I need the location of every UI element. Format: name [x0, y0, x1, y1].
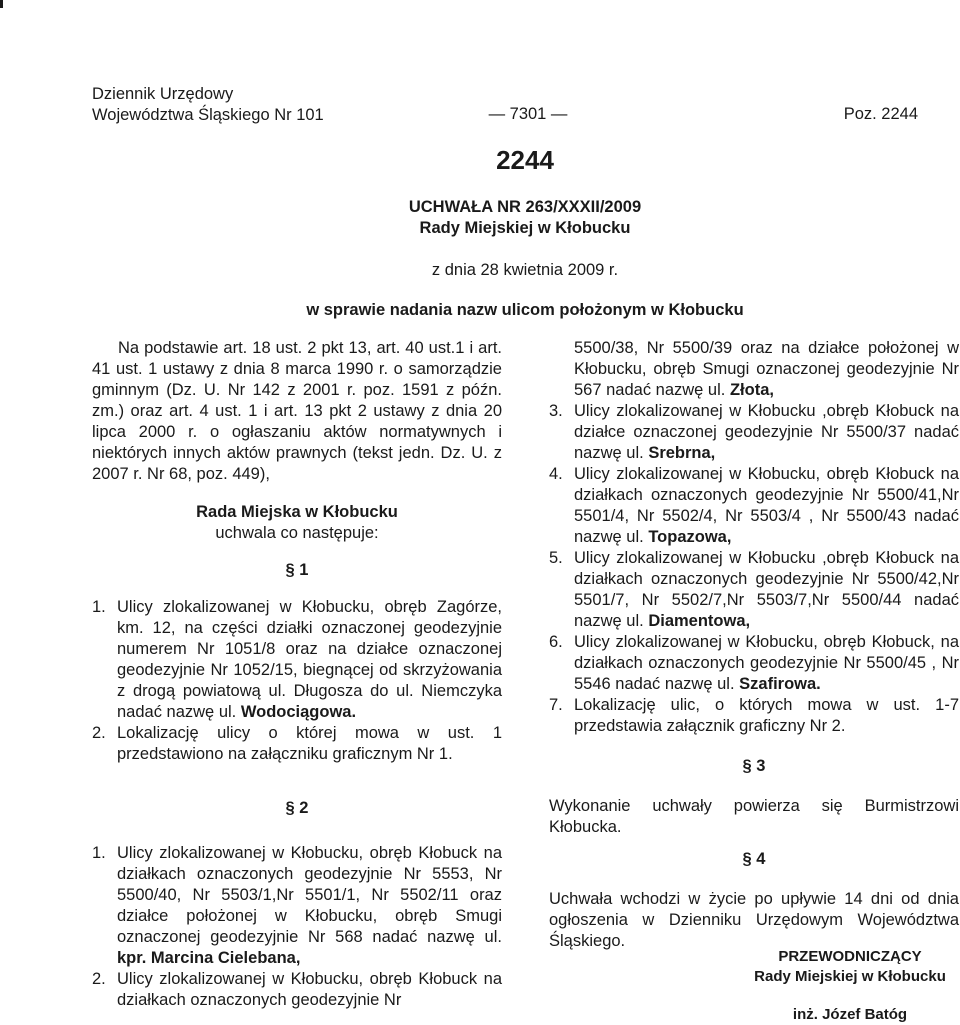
corner-mark [0, 0, 3, 8]
item-text: Ulicy zlokalizowanej w Kłobucku, obręb Kłobuck, na działkach oznaczonych geodezyjnie Nr 5500/45 , Nr 5546 nadać nazwę ul. [574, 633, 959, 693]
council-name: Rady Miejskiej w Kłobucku [419, 219, 631, 237]
item-number: 4. [549, 465, 563, 483]
section-1-heading: § 1 [285, 561, 309, 579]
left-column-lower [92, 798, 502, 1011]
section-3-heading: § 3 [742, 757, 766, 775]
journal-name: Dziennik Urzędowy [92, 85, 234, 103]
signature-name: inż. Józef Batóg [792, 1006, 908, 1023]
signature-council: Rady Miejskiej w Kłobucku [754, 968, 946, 985]
item-number: 3. [549, 402, 563, 420]
section-2-item-5 [549, 548, 959, 632]
item-text: Ulicy zlokalizowanej w Kłobucku, obręb Kłobuck na działkach oznaczonych geodezyjnie Nr 5553, Nr 5500/40, Nr 5503/1,Nr 5501/1, Nr 5502/11 oraz działce położonej w Kłobucku, obręb Smugi oznaczonej geodezyjnie Nr 568 nadać nazwę ul. [117, 844, 502, 946]
resolution-subject: w sprawie nadania nazw ulicom położonym w Kłobucku [306, 301, 744, 319]
section-2-item-2-continued [549, 338, 959, 401]
item-text: Lokalizację ulicy o której mowa w ust. 1 przedstawiono na załączniku graficznym Nr 1. [117, 724, 502, 763]
item-number: 6. [549, 633, 563, 651]
journal-header [92, 84, 324, 126]
item-text: Ulicy zlokalizowanej w Kłobucku, obręb Kłobuck na działkach oznaczonych geodezyjnie Nr 5500/41,Nr 5501/4, Nr 5502/4, Nr 5503/4 , Nr 5500/43 nadać nazwę ul. [574, 465, 959, 546]
item-number: 5. [549, 549, 563, 567]
right-column [549, 338, 959, 952]
item-text: Ulicy zlokalizowanej w Kłobucku, obręb Kłobuck na działkach oznaczonych geodezyjnie Nr [117, 970, 502, 1009]
street-name: Srebrna, [648, 444, 716, 462]
item-number: 1. [92, 598, 106, 616]
item-text: Ulicy zlokalizowanej w Kłobucku ,obręb Kłobuck na działce oznaczonej geodezyjnie Nr 5500/37 nadać nazwę ul. [574, 402, 959, 462]
street-name: kpr. Marcina Cielebana, [117, 949, 301, 967]
item-text: 5500/38, Nr 5500/39 oraz na działce położonej w Kłobucku, obręb Smugi oznaczonej geodezyjnie Nr 567 nadać nazwę ul. [574, 339, 959, 399]
section-2-item-3 [549, 401, 959, 464]
position-number: Poz. 2244 [843, 105, 918, 123]
item-number: 1. [92, 844, 106, 862]
item-text: Lokalizację ulic, o których mowa w ust. 1-7 przedstawia załącznik graficzny Nr 2. [574, 696, 959, 735]
section-4-heading: § 4 [742, 850, 766, 868]
section-2-item-1 [92, 843, 502, 969]
section-1-item-2 [92, 723, 502, 765]
item-number: 2. [92, 724, 106, 742]
street-name: Złota, [729, 381, 774, 399]
enacting-phrase: uchwala co następuje: [215, 524, 379, 542]
item-text: Ulicy zlokalizowanej w Kłobucku ,obręb Kłobuck na działkach oznaczonych geodezyjnie Nr 5500/42,Nr 5501/7, Nr 5502/7,Nr 5503/7,Nr 5500/44 nadać nazwę ul. [574, 549, 959, 630]
signature-role: PRZEWODNICZĄCY [778, 948, 922, 965]
section-1-item-1 [92, 597, 502, 723]
item-number: 2. [92, 970, 106, 988]
section-2-item-7 [549, 695, 959, 737]
resolution-date: z dnia 28 kwietnia 2009 r. [431, 261, 619, 279]
journal-issue: Województwa Śląskiego Nr 101 [92, 106, 324, 124]
section-2-item-2 [92, 969, 502, 1011]
street-name: Diamentowa, [648, 612, 751, 630]
section-2-item-6 [549, 632, 959, 695]
resolution-title: UCHWAŁA NR 263/XXXII/2009 [408, 198, 642, 216]
enacting-body: Rada Miejska w Kłobucku [196, 503, 398, 521]
document-number: 2244 [496, 145, 554, 175]
item-number: 7. [549, 696, 563, 714]
item-text: Ulicy zlokalizowanej w Kłobucku, obręb Zagórze, km. 12, na części działki oznaczonej geodezyjnie numerem Nr 1051/8 oraz na działce oznaczonej geodezyjnie Nr 1052/15, biegnącej od skrzyżowania z drogą powiatową ul. Długosza do ul. Niemczyka nadać nazwę ul. [117, 598, 502, 721]
section-4-text: Uchwała wchodzi w życie po upływie 14 dni od dnia ogłoszenia w Dzienniku Urzędowym Województwa Śląskiego. [549, 890, 959, 950]
street-name: Szafirowa. [739, 675, 821, 693]
left-column [92, 338, 502, 765]
street-name: Topazowa, [648, 528, 732, 546]
section-2-heading: § 2 [285, 799, 309, 817]
preamble: Na podstawie art. 18 ust. 2 pkt 13, art. 40 ust.1 i art. 41 ust. 1 ustawy z dnia 8 marca 1990 r. o samorządzie gminnym (Dz. U. Nr 142 z 2001 r. poz. 1591 z późn. zm.) oraz art. 4 ust. 1 i art. 13 pkt 2 ustawy z dnia 20 lipca 2000 r. o ogłaszaniu aktów normatywnych i niektórych innych aktów prawnych (tekst jedn. Dz. U. z 2007 r. Nr 68, poz. 449), [92, 339, 502, 483]
page-number: — 7301 — [488, 105, 568, 123]
street-name: Wodociągowa. [240, 703, 357, 721]
section-2-item-4 [549, 464, 959, 548]
section-3-text: Wykonanie uchwały powierza się Burmistrzowi Kłobucka. [549, 797, 959, 836]
